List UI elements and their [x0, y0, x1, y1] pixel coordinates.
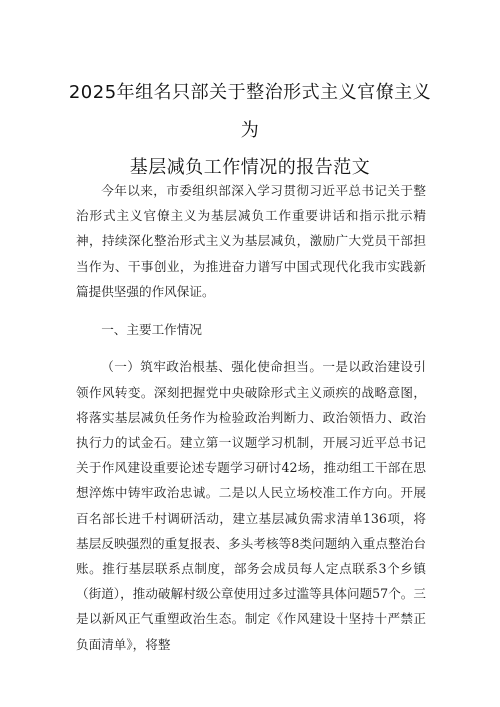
intro-paragraph: 今年以来，市委组织部深入学习贯彻习近平总书记关于整治形式主义官僚主义为基层减负工作重要讲话和指示批示精神，持续深化整治形式主义为基层减负，激励广大党员干部担当作为、干事创业，为推进奋力谱写中国式现代化我市实践新篇提供坚强的作风保证。	[76, 183, 426, 299]
section1-paragraph-1: （一）筑牢政治根基、强化使命担当。一是以政治建设引领作风转变。深刻把握党中央破除形式主义顽疾的战略意图，将落实基层减负任务作为检验政治判断力、政治领悟力、政治执行力的试金石。建立第一议题学习机制，开展习近平总书记关于作风建设重要论述专题学习研讨42场，推动组工干部在思想淬炼中铸牢政治忠诚。二是以人民立场校准工作方向。开展百名部长进千村调研活动，建立基层减负需求清单136项，将基层反映强烈的重复报表、多头考核等8类问题纳入重点整治台账。推行基层联系点制度，部务会成员每人定点联系3个乡镇（街道），推动破解村级公章使用过多过滥等具体问题57个。三是以新风正气重塑政治生态。制定《作风建设十坚持十严禁正负面清单》，将整	[76, 359, 426, 652]
document-title-line-1: 2025年组名只部关于整治形式主义官僚主义	[68, 82, 432, 103]
section-heading-main-work: 一、主要工作情况	[101, 321, 202, 337]
document-title-line-3: 基层减负工作情况的报告范文	[129, 157, 371, 178]
document-body	[76, 178, 426, 657]
document-title-line-2: 为	[240, 120, 260, 141]
